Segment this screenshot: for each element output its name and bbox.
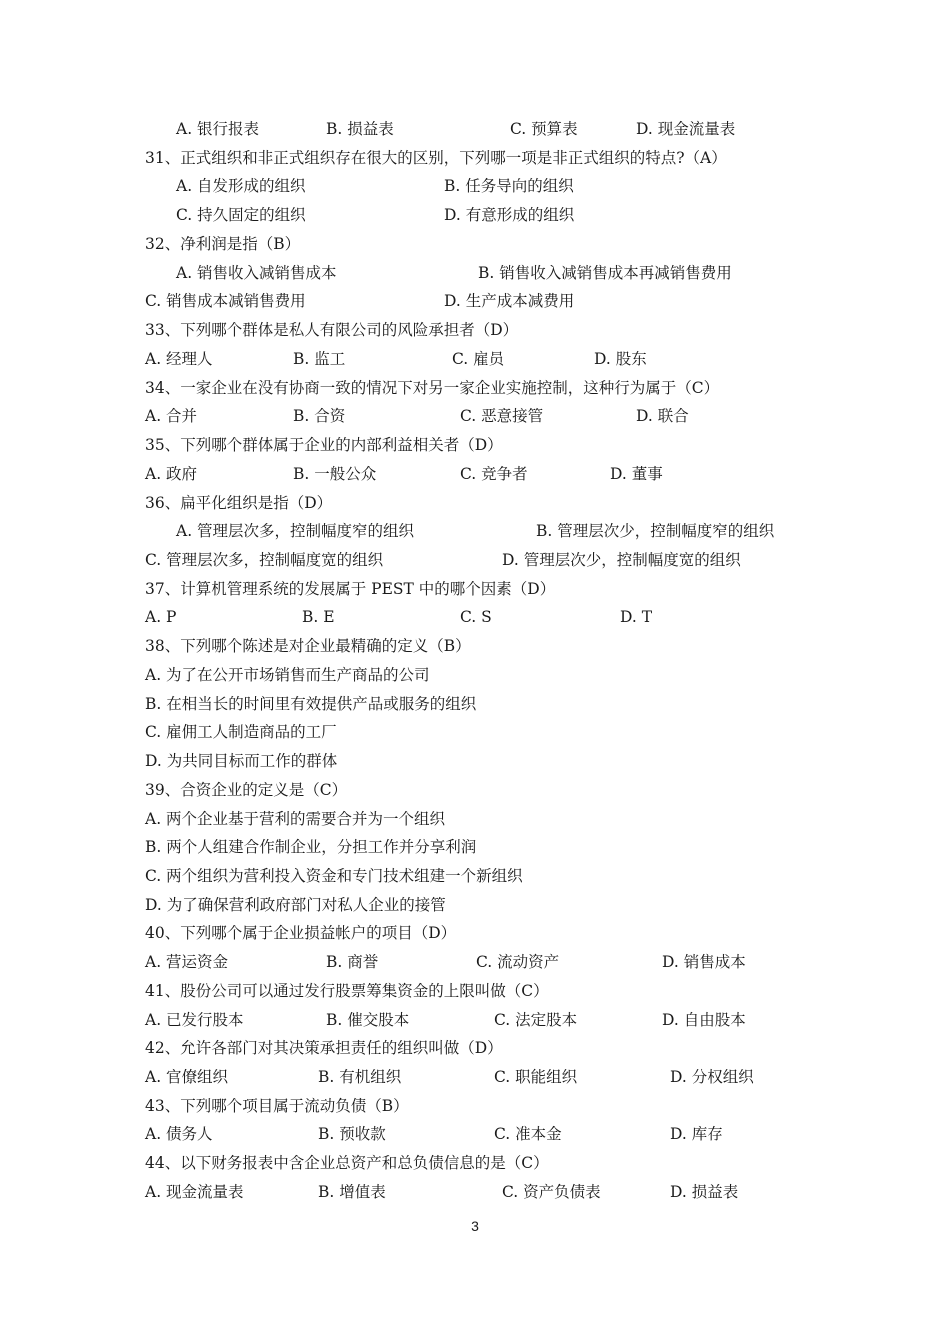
options-line [0,517,950,546]
answer-option: C. 准本金 [494,1125,562,1143]
options-line [0,546,950,575]
answer-option: B. 商誉 [326,953,379,971]
line-text: C. 雇佣工人制造商品的工厂 [145,723,337,741]
options-line [0,948,950,977]
answer-option: D. 库存 [670,1125,723,1143]
text-line [0,632,950,661]
options-line [0,1063,950,1092]
line-text: 43、下列哪个项目属于流动负债（B） [145,1097,409,1115]
answer-option: A. 自发形成的组织 [176,177,306,195]
options-line [0,1178,950,1207]
answer-option: B. 一般公众 [293,465,377,483]
line-text: 32、净利润是指（B） [145,235,301,253]
line-text: B. 在相当长的时间里有效提供产品或服务的组织 [145,695,477,713]
answer-option: D. 销售成本 [662,953,746,971]
text-line [0,805,950,834]
line-text: 41、股份公司可以通过发行股票筹集资金的上限叫做（C） [145,982,549,1000]
answer-option: D. 有意形成的组织 [444,206,575,224]
line-text: 36、扁平化组织是指（D） [145,494,333,512]
text-line [0,144,950,173]
text-line [0,374,950,403]
line-text: D. 为共同目标而工作的群体 [145,752,338,770]
answer-option: C. 资产负债表 [502,1183,601,1201]
answer-option: A. 销售收入减销售成本 [176,264,337,282]
answer-option: D. 损益表 [670,1183,739,1201]
answer-option: C. 恶意接管 [460,407,544,425]
line-text: A. 两个企业基于营利的需要合并为一个组织 [145,810,446,828]
answer-option: A. 官僚组织 [145,1068,229,1086]
answer-option: B. 销售收入减销售成本再减销售费用 [478,264,732,282]
text-line [0,661,950,690]
line-text: 37、计算机管理系统的发展属于 PEST 中的哪个因素（D） [145,580,556,598]
answer-option: B. 催交股本 [326,1011,410,1029]
text-line [0,776,950,805]
line-text: B. 两个人组建合作制企业，分担工作并分享利润 [145,838,477,856]
options-line [0,1120,950,1149]
answer-option: D. 联合 [636,407,689,425]
answer-option: D. 股东 [594,350,647,368]
answer-option: C. S [460,608,492,626]
answer-option: B. 监工 [293,350,346,368]
answer-option: D. 现金流量表 [636,120,736,138]
answer-option: B. 预收款 [318,1125,386,1143]
answer-option: C. 职能组织 [494,1068,578,1086]
answer-option: A. 合并 [145,407,198,425]
text-line [0,833,950,862]
line-text: D. 为了确保营利政府部门对私人企业的接管 [145,896,446,914]
line-text: A. 为了在公开市场销售而生产商品的公司 [145,666,430,684]
line-text: 34、一家企业在没有协商一致的情况下对另一家企业实施控制，这种行为属于（C） [145,379,720,397]
answer-option: C. 竞争者 [460,465,528,483]
text-line [0,316,950,345]
answer-option: A. 管理层次多，控制幅度窄的组织 [176,522,415,540]
answer-option: D. 分权组织 [670,1068,754,1086]
options-line [0,201,950,230]
answer-option: C. 销售成本减销售费用 [145,292,306,310]
answer-option: D. 董事 [610,465,663,483]
line-text: 40、下列哪个属于企业损益帐户的项目（D） [145,924,457,942]
text-line [0,891,950,920]
text-line [0,747,950,776]
text-line [0,718,950,747]
answer-option: A. 已发行股本 [145,1011,244,1029]
text-line [0,1092,950,1121]
options-line [0,259,950,288]
answer-option: B. 合资 [293,407,346,425]
answer-option: A. 经理人 [145,350,213,368]
line-text: 39、合资企业的定义是（C） [145,781,348,799]
answer-option: B. E [302,608,335,626]
answer-option: A. P [145,608,177,626]
answer-option: B. 任务导向的组织 [444,177,574,195]
options-line [0,287,950,316]
answer-option: A. 营运资金 [145,953,229,971]
answer-option: B. 损益表 [326,120,394,138]
line-text: 44、以下财务报表中含企业总资产和总负债信息的是（C） [145,1154,549,1172]
line-text: 31、正式组织和非正式组织存在很大的区别，下列哪一项是非正式组织的特点?（A） [145,149,727,167]
options-line [0,603,950,632]
options-line [0,460,950,489]
answer-option: A. 政府 [145,465,198,483]
text-line [0,977,950,1006]
text-line [0,489,950,518]
answer-option: B. 增值表 [318,1183,386,1201]
text-line [0,431,950,460]
answer-option: D. T [620,608,653,626]
answer-option: C. 雇员 [452,350,505,368]
answer-option: C. 持久固定的组织 [176,206,306,224]
line-text: 33、下列哪个群体是私人有限公司的风险承担者（D） [145,321,519,339]
options-line [0,172,950,201]
answer-option: D. 管理层次少，控制幅度宽的组织 [502,551,741,569]
line-text: C. 两个组织为营利投入资金和专门技术组建一个新组织 [145,867,523,885]
text-line [0,1034,950,1063]
options-line [0,402,950,431]
text-line [0,690,950,719]
line-text: 35、下列哪个群体属于企业的内部利益相关者（D） [145,436,503,454]
line-text: 42、允许各部门对其决策承担责任的组织叫做（D） [145,1039,503,1057]
text-line [0,1149,950,1178]
answer-option: C. 法定股本 [494,1011,578,1029]
page-number: 3 [471,1218,479,1234]
options-line [0,115,950,144]
text-line [0,862,950,891]
text-line [0,919,950,948]
answer-option: B. 有机组织 [318,1068,402,1086]
text-line [0,230,950,259]
options-line [0,1006,950,1035]
answer-option: A. 银行报表 [176,120,260,138]
answer-option: D. 自由股本 [662,1011,746,1029]
answer-option: D. 生产成本减费用 [444,292,575,310]
answer-option: C. 流动资产 [476,953,560,971]
answer-option: A. 债务人 [145,1125,213,1143]
answer-option: C. 管理层次多，控制幅度宽的组织 [145,551,384,569]
answer-option: C. 预算表 [510,120,578,138]
line-text: 38、下列哪个陈述是对企业最精确的定义（B） [145,637,471,655]
answer-option: A. 现金流量表 [145,1183,244,1201]
answer-option: B. 管理层次少，控制幅度窄的组织 [536,522,775,540]
text-line [0,575,950,604]
options-line [0,345,950,374]
